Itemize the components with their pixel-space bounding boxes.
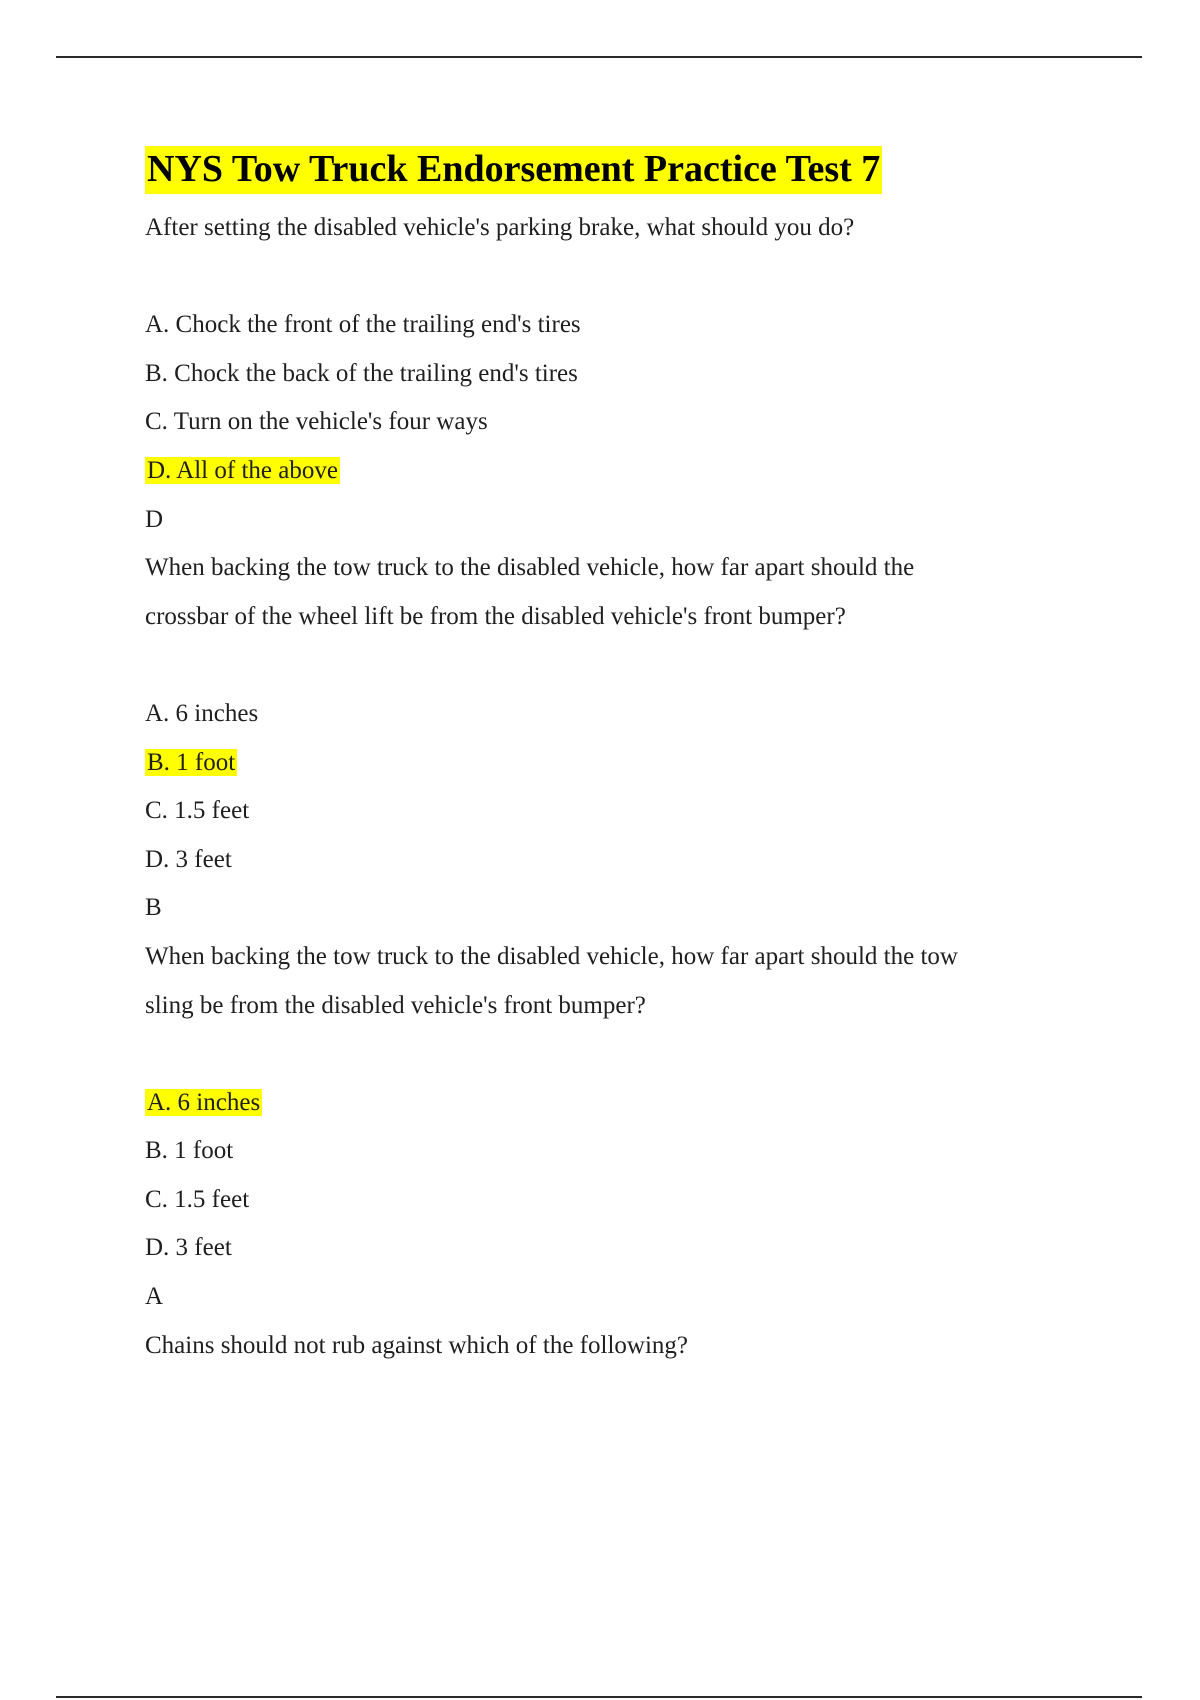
header-rule	[56, 56, 1142, 58]
question-block	[145, 544, 1105, 933]
option-d: D. 3 feet	[145, 1234, 232, 1262]
question-text-cont: sling be from the disabled vehicle's front bumper?	[145, 991, 646, 1019]
highlighted-option: B. 1 foot	[147, 748, 236, 776]
answer-key: A	[145, 1283, 164, 1311]
question-text: Chains should not rub against which of the following?	[145, 1331, 688, 1359]
option-d: D. 3 feet	[145, 845, 232, 873]
option-a	[145, 1079, 1105, 1128]
option-b: B. Chock the back of the trailing end's tires	[145, 359, 578, 387]
option-c: C. Turn on the vehicle's four ways	[145, 408, 488, 436]
option-a: A. 6 inches	[145, 699, 259, 727]
question-text: When backing the tow truck to the disabled vehicle, how far apart should the	[145, 554, 915, 582]
footer-rule	[56, 1696, 1142, 1698]
question-text-cont: crossbar of the wheel lift be from the disabled vehicle's front bumper?	[145, 602, 846, 630]
question-text: When backing the tow truck to the disabled vehicle, how far apart should the tow	[145, 942, 958, 970]
answer-key: D	[145, 505, 164, 533]
option-d	[145, 447, 1105, 496]
question-block	[145, 933, 1105, 1322]
option-b	[145, 739, 1105, 788]
question-block	[145, 1322, 1105, 1371]
question-text: After setting the disabled vehicle's parking brake, what should you do?	[145, 214, 855, 241]
title-highlight: NYS Tow Truck Endorsement Practice Test 7	[145, 146, 882, 194]
option-a: A. Chock the front of the trailing end's tires	[145, 311, 581, 339]
option-b: B. 1 foot	[145, 1137, 234, 1165]
document-title	[145, 145, 1105, 193]
document-body	[145, 145, 1105, 1370]
highlighted-option: D. All of the above	[147, 456, 338, 484]
question-block	[145, 204, 1105, 544]
option-c: C. 1.5 feet	[145, 1185, 250, 1213]
highlighted-option: A. 6 inches	[147, 1088, 261, 1116]
answer-key: B	[145, 894, 162, 922]
option-c: C. 1.5 feet	[145, 797, 250, 825]
